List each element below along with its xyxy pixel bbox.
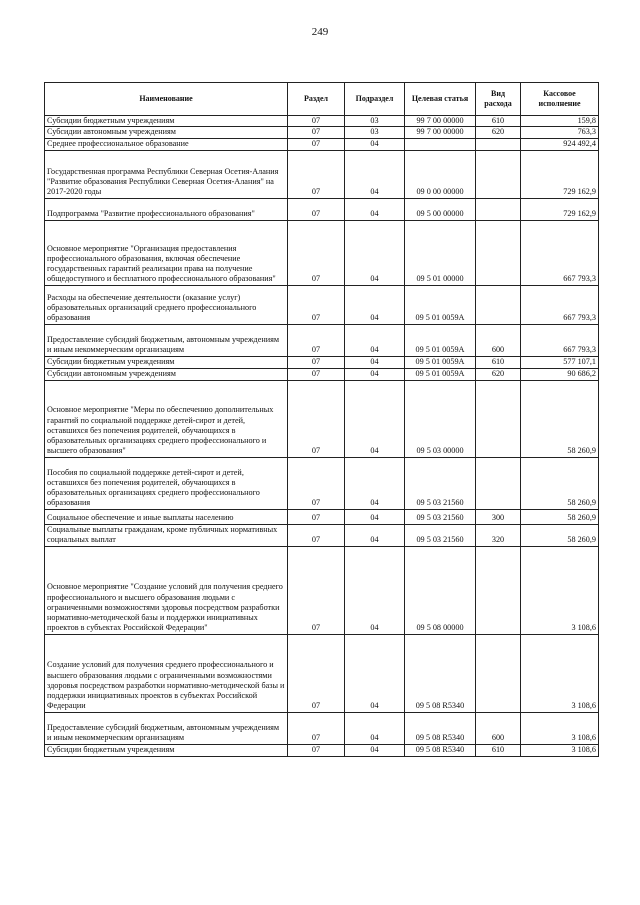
cell-section: 07 xyxy=(288,712,345,744)
cell-amount: 58 260,9 xyxy=(521,509,599,524)
cell-amount: 58 260,9 xyxy=(521,524,599,546)
cell-target: 09 5 03 21560 xyxy=(405,509,476,524)
cell-type: 600 xyxy=(476,324,521,356)
cell-target xyxy=(405,138,476,150)
cell-amount: 159,8 xyxy=(521,116,599,127)
cell-type: 320 xyxy=(476,524,521,546)
table-row xyxy=(45,744,599,756)
cell-target: 99 7 00 00000 xyxy=(405,127,476,138)
cell-type xyxy=(476,457,521,509)
cell-amount: 3 108,6 xyxy=(521,744,599,756)
header-name: Наименование xyxy=(45,83,288,116)
cell-section: 07 xyxy=(288,546,345,634)
cell-name: Государственная программа Республики Северная Осетия-Алания "Развитие образования Республики Северная Осетия-Алания" на 2017-2020 годы xyxy=(45,150,288,198)
cell-amount: 667 793,3 xyxy=(521,285,599,324)
cell-name: Предоставление субсидий бюджетным, автономным учреждениям и иным некоммерческим организациям xyxy=(45,712,288,744)
cell-section: 07 xyxy=(288,356,345,368)
cell-subsection: 04 xyxy=(345,198,405,220)
table-row xyxy=(45,524,599,546)
cell-type: 610 xyxy=(476,744,521,756)
cell-amount: 3 108,6 xyxy=(521,546,599,634)
cell-type: 620 xyxy=(476,368,521,380)
cell-target: 09 5 03 21560 xyxy=(405,457,476,509)
cell-subsection: 04 xyxy=(345,457,405,509)
header-subsection: Подраздел xyxy=(345,83,405,116)
cell-amount: 90 686,2 xyxy=(521,368,599,380)
table-row xyxy=(45,356,599,368)
cell-name: Основное мероприятие "Организация предоставления профессионального образования, включая обеспечение государственных гарантий реализации права на получение общедоступного и бесплатного профессионального образования" xyxy=(45,220,288,285)
cell-subsection: 04 xyxy=(345,150,405,198)
table-row xyxy=(45,368,599,380)
cell-subsection: 04 xyxy=(345,546,405,634)
table-row xyxy=(45,127,599,138)
table-row xyxy=(45,324,599,356)
cell-subsection: 04 xyxy=(345,324,405,356)
cell-target: 09 5 01 0059А xyxy=(405,285,476,324)
cell-type: 600 xyxy=(476,712,521,744)
cell-target: 09 5 03 00000 xyxy=(405,380,476,457)
cell-type xyxy=(476,198,521,220)
table-row xyxy=(45,220,599,285)
cell-target: 09 5 00 00000 xyxy=(405,198,476,220)
table-row xyxy=(45,712,599,744)
cell-subsection: 03 xyxy=(345,116,405,127)
cell-name: Субсидии бюджетным учреждениям xyxy=(45,356,288,368)
cell-target: 99 7 00 00000 xyxy=(405,116,476,127)
table-row xyxy=(45,116,599,127)
cell-target: 09 5 01 0059А xyxy=(405,324,476,356)
cell-amount: 577 107,1 xyxy=(521,356,599,368)
cell-name: Субсидии автономным учреждениям xyxy=(45,368,288,380)
cell-target: 09 5 01 00000 xyxy=(405,220,476,285)
cell-subsection: 04 xyxy=(345,524,405,546)
cell-target: 09 0 00 00000 xyxy=(405,150,476,198)
header-target: Целевая статья xyxy=(405,83,476,116)
cell-subsection: 04 xyxy=(345,744,405,756)
cell-type xyxy=(476,380,521,457)
cell-subsection: 04 xyxy=(345,285,405,324)
cell-subsection: 04 xyxy=(345,509,405,524)
table-row xyxy=(45,150,599,198)
cell-amount: 58 260,9 xyxy=(521,457,599,509)
cell-amount: 729 162,9 xyxy=(521,198,599,220)
cell-type xyxy=(476,138,521,150)
cell-type: 300 xyxy=(476,509,521,524)
cell-subsection: 04 xyxy=(345,368,405,380)
cell-amount: 58 260,9 xyxy=(521,380,599,457)
cell-name: Предоставление субсидий бюджетным, автономным учреждениям и иным некоммерческим организациям xyxy=(45,324,288,356)
table-row xyxy=(45,380,599,457)
header-amount: Кассовое исполнение xyxy=(521,83,599,116)
cell-target: 09 5 01 0059А xyxy=(405,356,476,368)
cell-section: 07 xyxy=(288,634,345,712)
cell-amount: 667 793,3 xyxy=(521,220,599,285)
cell-type: 610 xyxy=(476,116,521,127)
table-row xyxy=(45,198,599,220)
cell-amount: 3 108,6 xyxy=(521,634,599,712)
page-number: 249 xyxy=(311,26,329,38)
cell-type xyxy=(476,546,521,634)
table-row xyxy=(45,457,599,509)
cell-subsection: 04 xyxy=(345,380,405,457)
header-type: Вид расхода xyxy=(476,83,521,116)
cell-section: 07 xyxy=(288,285,345,324)
table-row xyxy=(45,546,599,634)
cell-name: Социальное обеспечение и иные выплаты населению xyxy=(45,509,288,524)
table-row xyxy=(45,138,599,150)
cell-target: 09 5 03 21560 xyxy=(405,524,476,546)
cell-target: 09 5 08 R5340 xyxy=(405,744,476,756)
cell-amount: 924 492,4 xyxy=(521,138,599,150)
cell-subsection: 04 xyxy=(345,356,405,368)
cell-section: 07 xyxy=(288,198,345,220)
cell-section: 07 xyxy=(288,368,345,380)
cell-name: Субсидии бюджетным учреждениям xyxy=(45,116,288,127)
cell-section: 07 xyxy=(288,509,345,524)
cell-name: Основное мероприятие "Создание условий для получения среднего профессионального и высшего образования людьми с ограниченными возможностями здоровья посредством разработки нормативно-методической базы и поддержки инициативных проектов в субъектах Российской Федерации" xyxy=(45,546,288,634)
cell-name: Подпрограмма "Развитие профессионального образования" xyxy=(45,198,288,220)
cell-section: 07 xyxy=(288,324,345,356)
cell-section: 07 xyxy=(288,744,345,756)
cell-section: 07 xyxy=(288,116,345,127)
cell-type: 610 xyxy=(476,356,521,368)
cell-section: 07 xyxy=(288,524,345,546)
cell-section: 07 xyxy=(288,150,345,198)
cell-section: 07 xyxy=(288,127,345,138)
cell-amount: 3 108,6 xyxy=(521,712,599,744)
table-row xyxy=(45,285,599,324)
cell-name: Среднее профессиональное образование xyxy=(45,138,288,150)
cell-amount: 667 793,3 xyxy=(521,324,599,356)
header-section: Раздел xyxy=(288,83,345,116)
cell-type xyxy=(476,634,521,712)
cell-amount: 729 162,9 xyxy=(521,150,599,198)
cell-section: 07 xyxy=(288,138,345,150)
cell-section: 07 xyxy=(288,220,345,285)
cell-subsection: 04 xyxy=(345,634,405,712)
cell-name: Основное мероприятие "Меры по обеспечению дополнительных гарантий по социальной поддержке детей-сирот и детей, оставшихся без попечения родителей, обучающихся в образовательных организациях среднего профессионального и высшего образования" xyxy=(45,380,288,457)
cell-target: 09 5 08 R5340 xyxy=(405,634,476,712)
table-row xyxy=(45,509,599,524)
cell-amount: 763,3 xyxy=(521,127,599,138)
cell-name: Социальные выплаты гражданам, кроме публичных нормативных социальных выплат xyxy=(45,524,288,546)
budget-table xyxy=(44,82,599,757)
cell-type xyxy=(476,285,521,324)
cell-subsection: 04 xyxy=(345,220,405,285)
cell-name: Пособия по социальной поддержке детей-сирот и детей, оставшихся без попечения родителей, обучающихся в образовательных организациях среднего профессионального образования xyxy=(45,457,288,509)
cell-name: Расходы на обеспечение деятельности (оказание услуг) образовательных организаций среднего профессионального образования xyxy=(45,285,288,324)
cell-section: 07 xyxy=(288,457,345,509)
cell-name: Субсидии бюджетным учреждениям xyxy=(45,744,288,756)
cell-section: 07 xyxy=(288,380,345,457)
table-row xyxy=(45,634,599,712)
cell-name: Субсидии автономным учреждениям xyxy=(45,127,288,138)
cell-name: Создание условий для получения среднего профессионального и высшего образования людьми с ограниченными возможностями здоровья посредством разработки нормативно-методической базы и поддержки инициативных проектов в субъектах Российской Федерации xyxy=(45,634,288,712)
cell-subsection: 03 xyxy=(345,127,405,138)
cell-target: 09 5 08 00000 xyxy=(405,546,476,634)
cell-type xyxy=(476,220,521,285)
cell-subsection: 04 xyxy=(345,712,405,744)
cell-type: 620 xyxy=(476,127,521,138)
cell-target: 09 5 01 0059А xyxy=(405,368,476,380)
header-row xyxy=(45,83,599,116)
cell-subsection: 04 xyxy=(345,138,405,150)
cell-type xyxy=(476,150,521,198)
cell-target: 09 5 08 R5340 xyxy=(405,712,476,744)
